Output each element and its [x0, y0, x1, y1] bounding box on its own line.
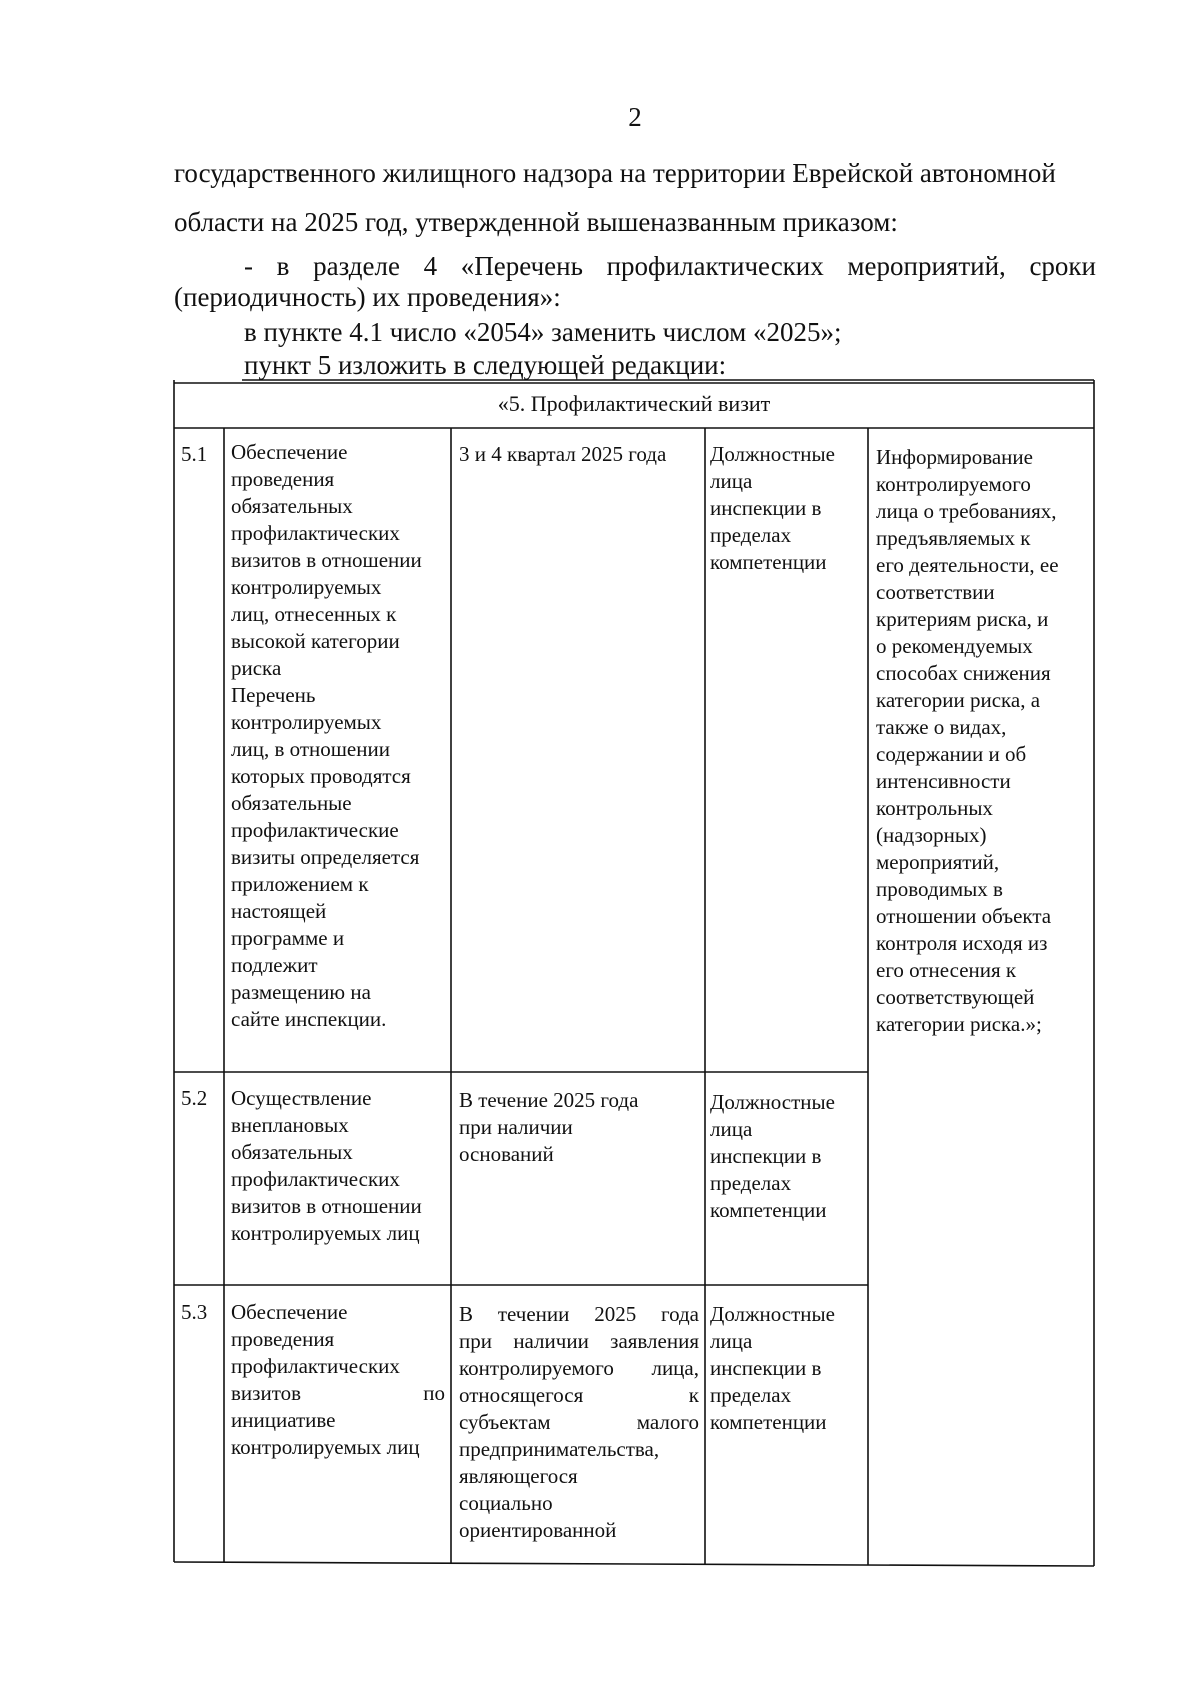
row-5-1-term: 3 и 4 квартал 2025 года [459, 442, 667, 466]
row-5-3-term-line: предпринимательства, [459, 1437, 660, 1461]
row-5-2-number: 5.2 [181, 1086, 208, 1110]
row-5-1-responsible: Должностные лица инспекции в пределах компетенции [710, 442, 835, 574]
section-title: «5. Профилактический визит [497, 391, 771, 416]
row-5-1-result: Информирование контролируемого лица о требованиях, предъявляемых к его деятельности, ее соответствии критериям риска, и о рекомендуемых способах снижения категории риска, а также о видах, содержании и об интенсивности контрольных (надзорных) мероприятий, проводимых в отношении объекта контроля исходя из его отнесения к соответствующей категории риска.»; [876, 445, 1059, 1036]
row-5-3-term-line: являющегося [459, 1464, 578, 1488]
row-5-3-term-line: относящегося к [459, 1383, 699, 1407]
row-5-3-term-line: при наличии заявления [459, 1329, 699, 1353]
row-5-3-measure-line: контролируемых лиц [231, 1435, 420, 1459]
intro-line-4: (периодичность) их проведения»: [174, 282, 561, 312]
row-5-3-term-line: В течении 2025 года [459, 1302, 699, 1326]
intro-line-6: пункт 5 изложить в следующей редакции: [244, 350, 727, 380]
row-5-3-measure-line: Обеспечение [231, 1300, 348, 1324]
intro-line-1: государственного жилищного надзора на территории Еврейской автономной [174, 158, 1056, 188]
row-5-3-number: 5.3 [181, 1300, 208, 1324]
row-5-3-measure-line: инициативе [231, 1408, 336, 1432]
row-5-3-term-line: субъектам малого [459, 1410, 699, 1434]
intro-line-2: области на 2025 год, утвержденной вышеназванным приказом: [174, 207, 898, 237]
intro-line-5: в пункте 4.1 число «2054» заменить числом «2025»; [244, 317, 842, 347]
row-5-3-term-line: социально [459, 1491, 553, 1515]
row-5-3-responsible: Должностные лица инспекции в пределах компетенции [710, 1302, 835, 1434]
page-number: 2 [628, 102, 642, 132]
row-5-3-term-line: контролируемого лица, [459, 1356, 699, 1380]
row-5-3-measure-line: проведения [231, 1327, 335, 1351]
row-5-3-measure-line: профилактических [231, 1354, 400, 1378]
row-5-1-number: 5.1 [181, 442, 208, 466]
row-5-3-term-line: ориентированной [459, 1518, 617, 1542]
row-5-3-measure-line: визитов по [231, 1381, 445, 1405]
row-5-1-measure: Обеспечение проведения обязательных профилактических визитов в отношении контролируемых лиц, отнесенных к высокой категории риска Перечень контролируемых лиц, в отношении которых проводятся обязательные профилактические визиты определяется приложением к настоящей программе и подлежит размещению на сайте инспекции. [231, 440, 422, 1031]
row-5-2-responsible: Должностные лица инспекции в пределах компетенции [710, 1090, 835, 1222]
row-5-2-measure: Осуществление внеплановых обязательных профилактических визитов в отношении контролируемых лиц [231, 1086, 422, 1245]
intro-line-3: - в разделе 4 «Перечень профилактических мероприятий, сроки [244, 251, 1096, 281]
row-5-2-term: В течение 2025 года при наличии оснований [459, 1088, 639, 1166]
